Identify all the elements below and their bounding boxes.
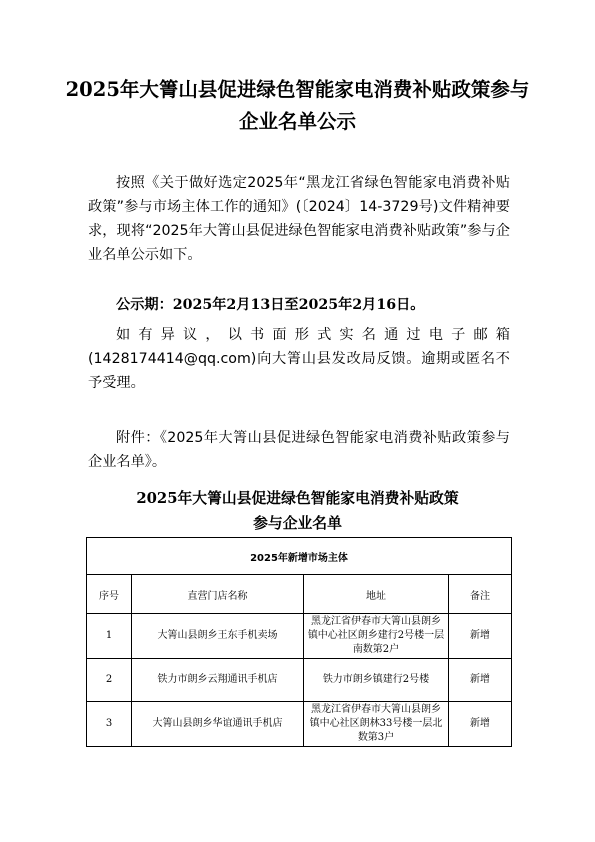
table-row — [87, 659, 512, 702]
row-store-name: 大箐山县朗乡华谊通讯手机店 — [132, 702, 304, 747]
row-address: 黑龙江省伊春市大箐山县朗乡镇中心社区朗乡建行2号楼一层南数第2户 — [304, 614, 449, 659]
row-no: 3 — [87, 702, 132, 747]
objection-paragraph: 如有异议，以书面形式实名通过电子邮箱(1428174414@qq.com)向大箐山县发改局反馈。逾期或匿名不予受理。 — [88, 327, 510, 391]
table-caption: 2025年新增市场主体 — [87, 538, 512, 575]
table-caption-row — [87, 538, 512, 575]
row-note: 新增 — [449, 702, 512, 747]
attachment-paragraph: 附件：《2025年大箐山县促进绿色智能家电消费补贴政策参与企业名单》。 — [88, 430, 510, 470]
list-title — [60, 486, 535, 536]
table-header-row — [87, 575, 512, 614]
header-address: 地址 — [304, 575, 449, 614]
row-address: 黑龙江省伊春市大箐山县朗乡镇中心社区朗林33号楼一层北数第3户 — [304, 702, 449, 747]
header-note: 备注 — [449, 575, 512, 614]
header-store-name: 直营门店名称 — [132, 575, 304, 614]
list-title-line2: 参与企业名单 — [253, 515, 342, 532]
notice-paragraph-basis: 按照《关于做好选定2025年“黑龙江省绿色智能家电消费补贴政策”参与市场主体工作的通知》(〔2024〕14-3729号)文件精神要求，现将“2025年大箐山县促进绿色智能家电消费补贴政策”参与企业名单公示如下。 — [88, 175, 510, 263]
row-no: 2 — [87, 659, 132, 702]
row-store-name: 铁力市朗乡云翔通讯手机店 — [132, 659, 304, 702]
row-store-name: 大箐山县朗乡王东手机卖场 — [132, 614, 304, 659]
notice-period: 公示期：2025年2月13日至2025年2月16日。 — [116, 297, 425, 313]
row-address: 铁力市朗乡镇建行2号楼 — [304, 659, 449, 702]
header-no: 序号 — [87, 575, 132, 614]
page-title: 2025年大箐山县促进绿色智能家电消费补贴政策参与企业名单公示 — [65, 78, 530, 133]
row-note: 新增 — [449, 614, 512, 659]
table-row — [87, 614, 512, 659]
table-row — [87, 702, 512, 747]
row-note: 新增 — [449, 659, 512, 702]
enterprise-table — [86, 537, 512, 747]
list-title-line1: 2025年大箐山县促进绿色智能家电消费补贴政策 — [136, 490, 459, 507]
row-no: 1 — [87, 614, 132, 659]
